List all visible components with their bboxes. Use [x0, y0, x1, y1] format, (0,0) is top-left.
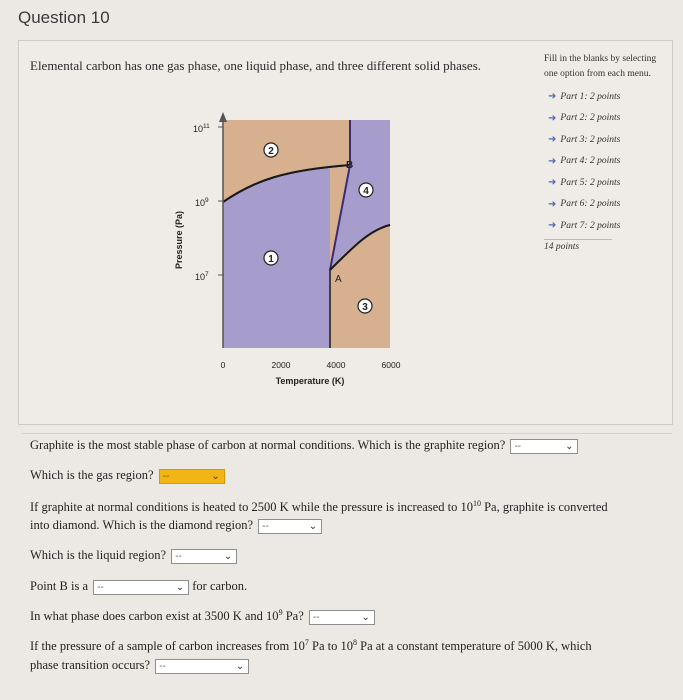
svg-text:1: 1 [268, 254, 274, 265]
point-label-a: A [335, 274, 342, 285]
chevron-down-icon: ⌄ [235, 660, 245, 672]
question-3: If graphite at normal conditions is heated to 2500 K while the pressure is increased to $10^{10}$ Pa, graphite is converted [30, 499, 608, 515]
parts-list [544, 86, 669, 237]
question-1: Graphite is the most stable phase of carbon at normal conditions. Which is the graphite region? -- ⌄ [30, 438, 578, 454]
question-6: In what phase does carbon exist at 3500 K and $10^9$ Pa? -- ⌄ [30, 608, 375, 625]
part-item: ➜ Part 2: 2 points [548, 112, 621, 124]
question-title: Question 10 [18, 8, 110, 27]
total-points: 14 points [544, 239, 612, 252]
x-tick-label: 0 [220, 360, 226, 370]
region-label-2 [264, 143, 278, 157]
arrow-icon: ➜ [548, 177, 557, 189]
arrow-icon: ➜ [548, 112, 557, 124]
phase-diagram [165, 110, 425, 400]
points-sidebar [544, 52, 669, 252]
chevron-down-icon: ⌄ [361, 611, 370, 623]
chevron-down-icon: ⌄ [223, 550, 233, 562]
y-axis-arrow-icon [219, 112, 227, 122]
instructions: Fill in the blanks by selecting one option from each menu. [544, 54, 657, 79]
svg-text:2: 2 [268, 146, 274, 157]
question-7: If the pressure of a sample of carbon increases from $10^7$ Pa to $10^8$ Pa at a constant temperature of 5000 K, which [30, 638, 592, 654]
x-axis-label: Temperature (K) [275, 376, 345, 386]
question-4: Which is the liquid region? -- ⌄ [30, 548, 237, 564]
question-7-line2: phase transition occurs? -- ⌄ [30, 658, 249, 674]
y-tick-label: $10^9$ [195, 197, 209, 208]
graphite-region-select[interactable]: -- ⌄ [510, 439, 578, 454]
divider [22, 433, 672, 434]
part-item: ➜ Part 6: 2 points [548, 198, 621, 210]
question-5: Point B is a -- ⌄ for carbon. [30, 579, 248, 593]
question-2: Which is the gas region? -- ⌄ [30, 468, 225, 484]
part-item: ➜ Part 5: 2 points [548, 177, 621, 189]
region-label-3 [358, 299, 372, 313]
liquid-region-select[interactable]: -- ⌄ [171, 549, 237, 564]
point-label-b: B [346, 160, 354, 171]
part-item: ➜ Part 1: 2 points [548, 91, 621, 103]
x-tick-label: 2000 [271, 360, 291, 370]
point-b-select[interactable]: -- ⌄ [93, 580, 189, 595]
region-label-4 [359, 183, 373, 197]
svg-text:4: 4 [363, 186, 369, 197]
phase-transition-select[interactable]: -- ⌄ [155, 659, 249, 674]
gas-region-select[interactable]: -- ⌄ [159, 469, 225, 484]
diamond-region-select[interactable]: -- ⌄ [258, 519, 322, 534]
chevron-down-icon: ⌄ [565, 440, 574, 452]
chevron-down-icon: ⌄ [211, 470, 220, 482]
region-label-1 [264, 251, 278, 265]
part-item: ➜ Part 7: 2 points [548, 220, 621, 232]
y-axis-label: Pressure (Pa) [174, 210, 184, 270]
svg-text:3: 3 [362, 302, 368, 313]
y-tick-label: $10^7$ [195, 271, 209, 282]
chevron-down-icon: ⌄ [175, 581, 185, 593]
arrow-icon: ➜ [548, 155, 557, 167]
arrow-icon: ➜ [548, 134, 557, 146]
arrow-icon: ➜ [548, 198, 557, 210]
part-item: ➜ Part 4: 2 points [548, 155, 621, 167]
arrow-icon: ➜ [548, 220, 557, 232]
x-tick-label: 6000 [381, 360, 401, 370]
x-tick-label: 4000 [326, 360, 346, 370]
question-intro: Elemental carbon has one gas phase, one liquid phase, and three different solid phases. [30, 58, 482, 73]
y-tick-label: $10^{11}$ [193, 123, 210, 134]
phase-at-3500k-select[interactable]: -- ⌄ [309, 610, 375, 625]
question-3-line2: into diamond. Which is the diamond region? -- ⌄ [30, 518, 322, 534]
chevron-down-icon: ⌄ [308, 520, 318, 532]
arrow-icon: ➜ [548, 91, 557, 103]
part-item: ➜ Part 3: 2 points [548, 134, 621, 146]
